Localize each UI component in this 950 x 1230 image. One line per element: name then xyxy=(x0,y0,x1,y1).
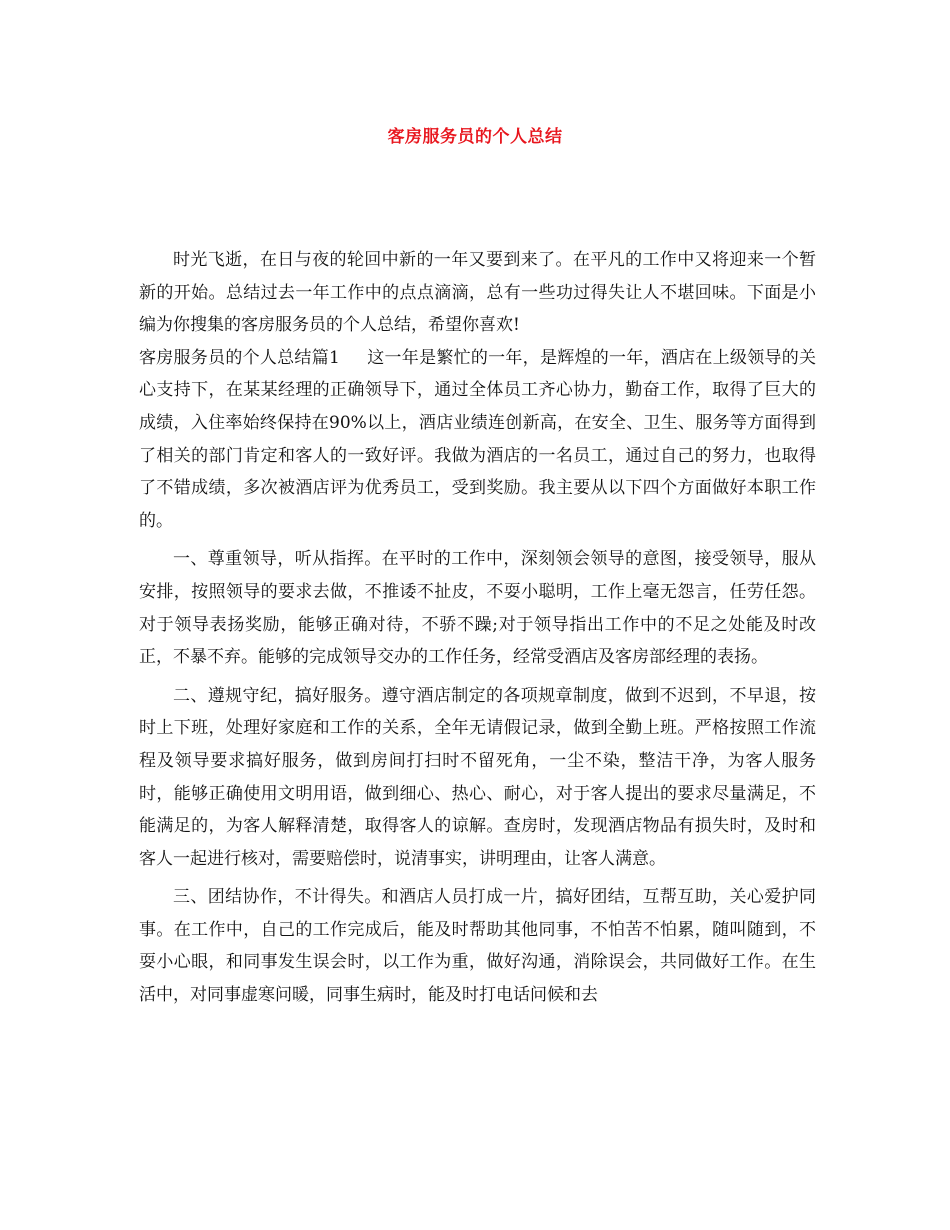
document-title: 客房服务员的个人总结 xyxy=(387,127,563,147)
section-paragraph xyxy=(139,342,816,538)
paragraph-respect-leadership: 一、尊重领导，听从指挥。在平时的工作中，深刻领会领导的意图，接受领导，服从安排，按照领导的要求去做，不推诿不扯皮，不耍小聪明，工作上毫无怨言，任劳任怨。对于领导表扬奖励，能够正确对待，不骄不躁;对于领导指出工作中的不足之处能及时改正，不暴不弃。能够的完成领导交办的工作任务，经常受酒店及客房部经理的表扬。 xyxy=(139,549,816,668)
document-body xyxy=(139,244,816,1012)
paragraph-discipline-service: 二、遵规守纪，搞好服务。遵守酒店制定的各项规章制度，做到不迟到，不早退，按时上下班，处理好家庭和工作的关系，全年无请假记录，做到全勤上班。严格按照工作流程及领导要求搞好服务，做到房间打扫时不留死角，一尘不染，整洁干净，为客人服务时，能够正确使用文明用语，做到细心、热心、耐心，对于客人提出的要求尽量满足，不能满足的，为客人解释清楚，取得客人的谅解。查房时，发现酒店物品有损失时，及时和客人一起进行核对，需要赔偿时，说清事实，讲明理由，让客人满意。 xyxy=(139,685,816,869)
intro-paragraph: 时光飞逝，在日与夜的轮回中新的一年又要到来了。在平凡的工作中又将迎来一个暂新的开始。总结过去一年工作中的点点滴滴，总有一些功过得失让人不堪回味。下面是小编为你搜集的客房服务员的个人总结，希望你喜欢! xyxy=(139,250,816,336)
section-heading: 客房服务员的个人总结篇1 xyxy=(139,347,340,368)
section-intro-text: 这一年是繁忙的一年，是辉煌的一年，酒店在上级领导的关心支持下，在某某经理的正确领导下，通过全体员工齐心协力，勤奋工作，取得了巨大的成绩，入住率始终保持在90%以上，酒店业绩连创新高，在安全、卫生、服务等方面得到了相关的部门肯定和客人的一致好评。我做为酒店的一名员工，通过自己的努力，也取得了不错成绩，多次被酒店评为优秀员工，受到奖励。我主要从以下四个方面做好本职工作的。 xyxy=(139,347,816,531)
paragraph-teamwork: 三、团结协作，不计得失。和酒店人员打成一片，搞好团结，互帮互助，关心爱护同事。在工作中，自己的工作完成后，能及时帮助其他同事，不怕苦不怕累，随叫随到，不耍小心眼，和同事发生误会时，以工作为重，做好沟通，消除误会，共同做好工作。在生活中，对同事虚寒问暖，同事生病时，能及时打电话问候和去 xyxy=(139,887,816,1006)
